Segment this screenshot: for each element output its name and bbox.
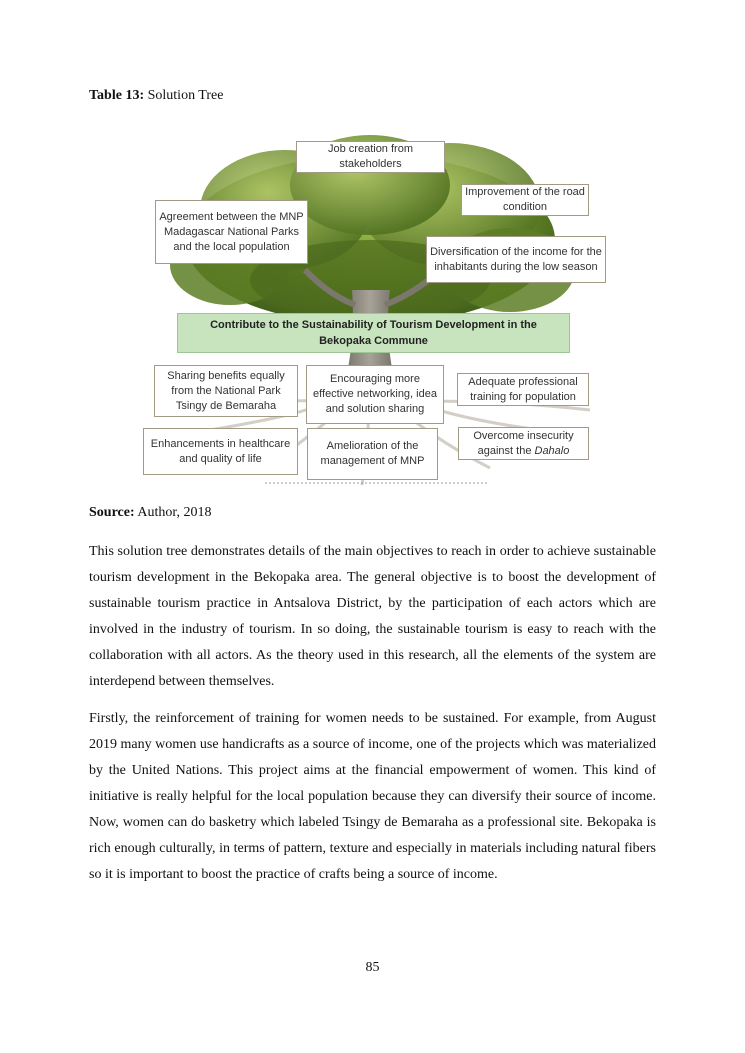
table-caption: [89, 88, 223, 104]
page-number: 85: [365, 960, 380, 975]
body-paragraph-1: This solution tree demonstrates details of the main objectives to reach in order to achieve sustainable tourism development in the Bekopaka area. The general objective is to boost the development of sustainable tourism practice in Antsalova District, by the participation of each actors which are involved in the industry of tourism. In so doing, the sustainable tourism is easy to reach with the collaboration with all actors. As the theory used in this research, all the elements of the system are interdepend between themselves.: [89, 544, 656, 689]
objective-overcome-insecurity: [458, 427, 589, 460]
source-label: Source:: [89, 505, 135, 520]
source-text: Author, 2018: [137, 505, 212, 520]
main-goal: Contribute to the Sustainability of Tourism Development in the Bekopaka Commune: [177, 313, 570, 353]
body-paragraph-2: Firstly, the reinforcement of training for women needs to be sustained. For example, from August 2019 many women use handicrafts as a source of income, one of the projects which was materialized by the United Nations. This project aims at the financial empowerment of women. This kind of initiative is really helpful for the local population because they can diversify their source of income. Now, women can do basketry which labeled Tsingy de Bemaraha as a professional site. Bekopaka is rich enough culturally, in terms of pattern, texture and especially in materials including natural fibers so it is important to boost the practice of crafts being a source of income.: [89, 711, 656, 882]
caption-label: Table 13:: [89, 88, 145, 103]
insecurity-text: Overcome insecurity against the Dahalo: [473, 429, 574, 457]
objective-mnp-management: Amelioration of the management of MNP: [307, 428, 438, 480]
objective-healthcare: Enhancements in healthcare and quality of life: [143, 428, 298, 475]
objective-sharing-benefits: Sharing benefits equally from the National Park Tsingy de Bemaraha: [154, 365, 298, 417]
solution-tree-figure: [100, 130, 640, 490]
caption-title: Solution Tree: [147, 88, 224, 103]
figure-source: [89, 505, 211, 521]
objective-job-creation: Job creation from stakeholders: [296, 141, 445, 173]
objective-income-diversification: Diversification of the income for the inhabitants during the low season: [426, 236, 606, 283]
objective-networking: Encouraging more effective networking, idea and solution sharing: [306, 365, 444, 424]
objective-mnp-agreement: Agreement between the MNP Madagascar National Parks and the local population: [155, 200, 308, 264]
objective-professional-training: Adequate professional training for population: [457, 373, 589, 406]
objective-road-improvement: Improvement of the road condition: [461, 184, 589, 216]
